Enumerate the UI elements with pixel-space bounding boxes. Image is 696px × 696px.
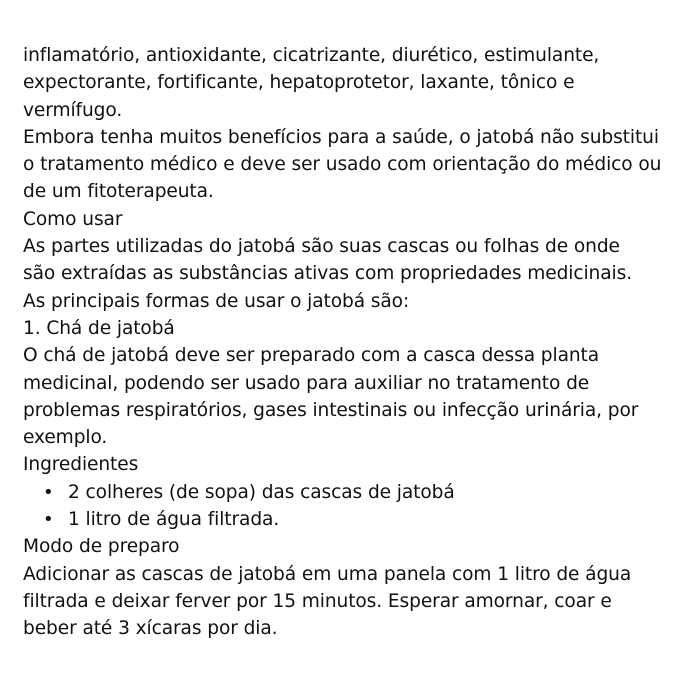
text-line: inflamatório, antioxidante, cicatrizante, diurético, estimulante, xyxy=(23,45,600,66)
text-line: de um fitoterapeuta. xyxy=(23,181,214,203)
text-line: medicinal, podendo ser usado para auxiliar no tratamento de xyxy=(23,372,590,394)
intro-paragraph xyxy=(23,42,683,124)
tea-heading: 1. Chá de jatobá xyxy=(23,317,175,339)
tea-paragraph xyxy=(23,342,683,451)
ingredients-heading: Ingredientes xyxy=(23,454,139,476)
text-line: problemas respiratórios, gases intestinais ou infecção urinária, por xyxy=(23,399,639,421)
how-to-use-heading: Como usar xyxy=(23,208,123,230)
text-line: O chá de jatobá deve ser preparado com a casca dessa planta xyxy=(23,345,600,367)
how-to-use-paragraph xyxy=(23,233,683,315)
document-body xyxy=(23,42,683,643)
text-line: exemplo. xyxy=(23,427,108,449)
bullet-icon: • xyxy=(43,509,54,531)
list-item xyxy=(23,506,683,533)
text-line: expectorante, fortificante, hepatoprotetor, laxante, tônico e xyxy=(23,72,575,94)
ingredients-list xyxy=(23,479,683,534)
text-line: são extraídas as substâncias ativas com propriedades medicinais. xyxy=(23,263,633,285)
text-line: o tratamento médico e deve ser usado com orientação do médico ou xyxy=(23,154,662,176)
list-item xyxy=(23,479,683,506)
bullet-icon: • xyxy=(43,481,54,503)
preparation-paragraph xyxy=(23,561,683,643)
list-item-text: 1 litro de água filtrada. xyxy=(68,509,280,531)
preparation-heading: Modo de preparo xyxy=(23,536,180,558)
text-line: As partes utilizadas do jatobá são suas cascas ou folhas de onde xyxy=(23,236,620,258)
text-line: beber até 3 xícaras por dia. xyxy=(23,618,278,640)
list-item-text: 2 colheres (de sopa) das cascas de jatobá xyxy=(68,481,455,503)
text-line: filtrada e deixar ferver por 15 minutos. Esperar amornar, coar e xyxy=(23,590,612,612)
warning-paragraph xyxy=(23,124,683,206)
text-line: As principais formas de usar o jatobá são: xyxy=(23,290,410,312)
text-line: Embora tenha muitos benefícios para a saúde, o jatobá não substitui xyxy=(23,126,659,148)
text-line: vermífugo. xyxy=(23,99,123,121)
text-line: Adicionar as cascas de jatobá em uma panela com 1 litro de água xyxy=(23,563,632,585)
